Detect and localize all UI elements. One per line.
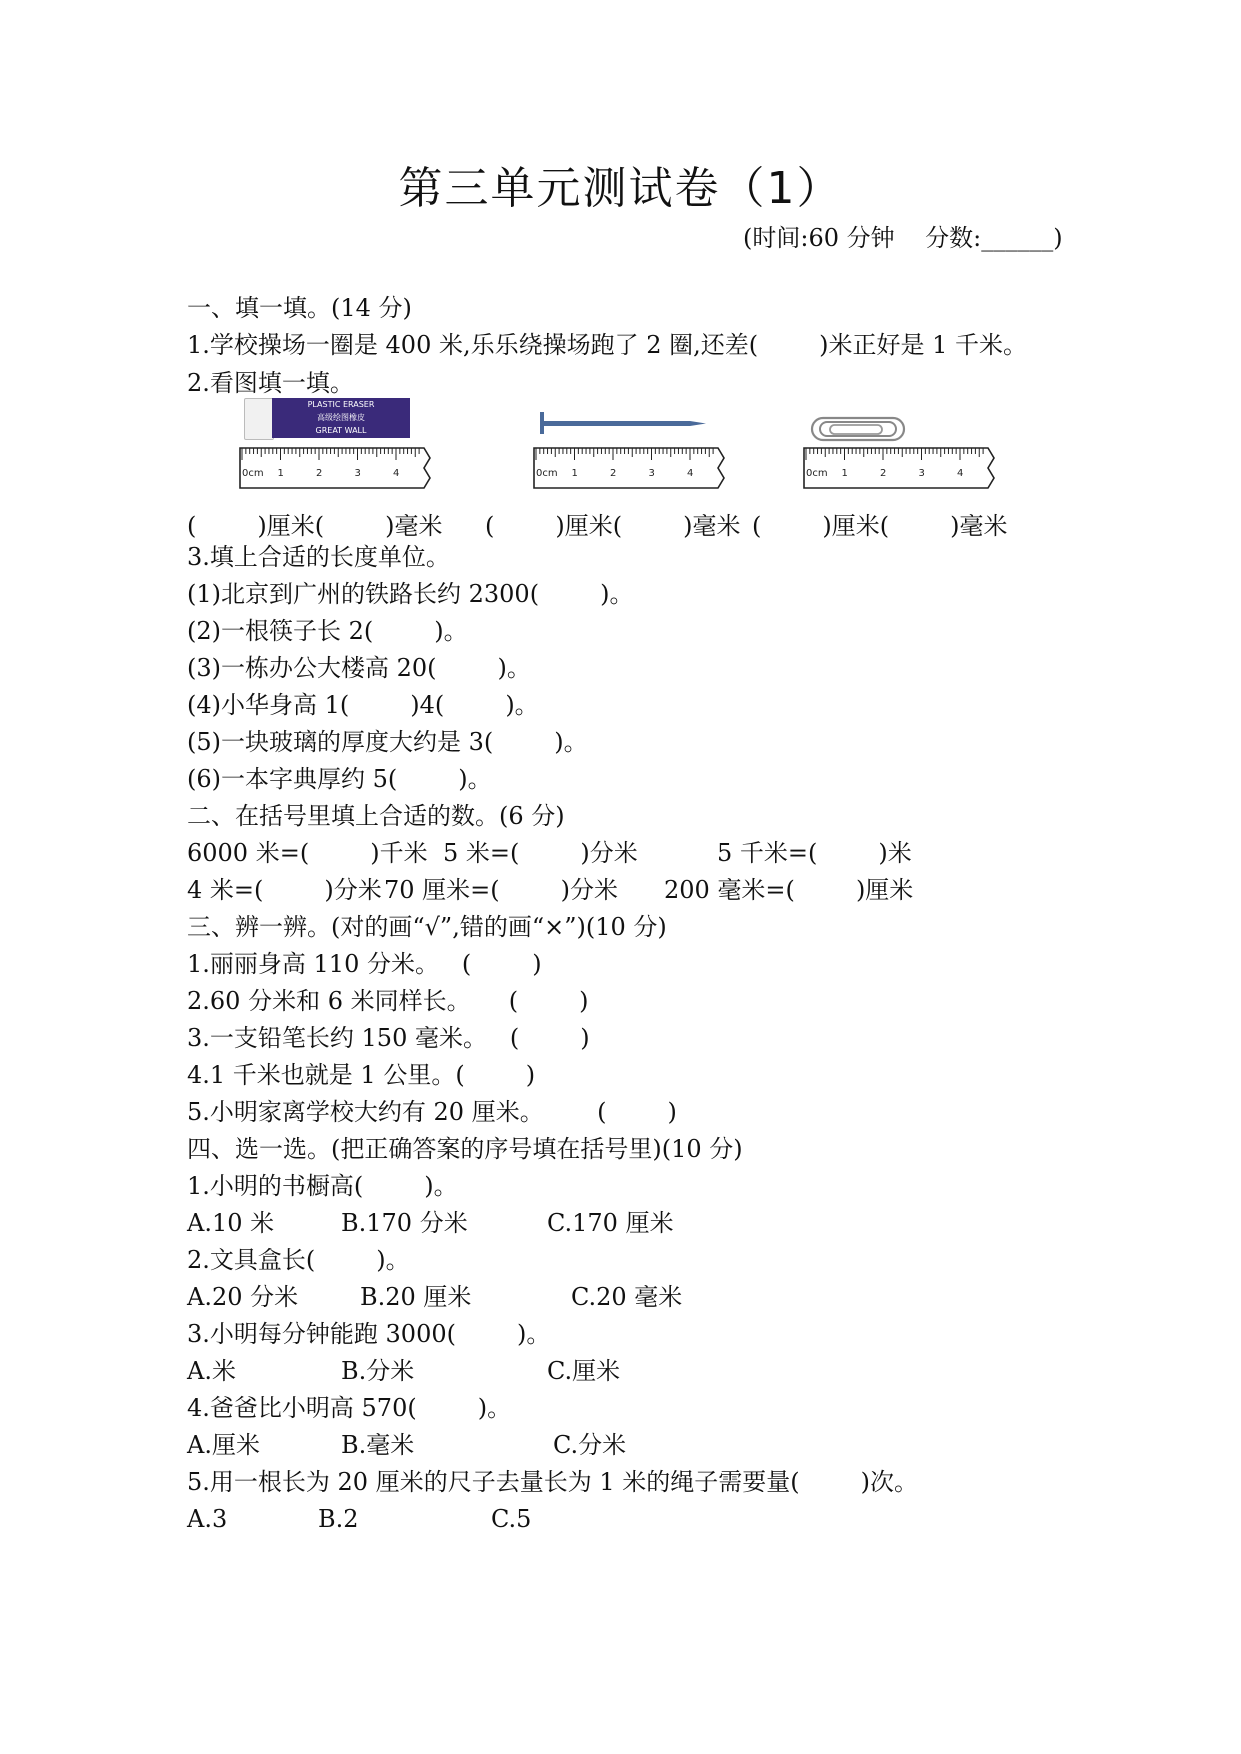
choice-option: A.10 米 [187,1209,275,1237]
eraser-subtitle-text: 高级绘图橡皮 [317,413,365,422]
section2-heading: 二、在括号里填上合适的数。(6 分) [187,802,565,830]
conversion-item: 6000 米=( )千米 [187,839,428,867]
choice-question: 2.文具盒长( )。 [187,1246,410,1274]
section4-heading: 四、选一选。(把正确答案的序号填在括号里)(10 分) [187,1135,743,1163]
q3-item: (4)小华身高 1( )4( )。 [187,691,539,719]
ruler-label: 2 [610,468,617,479]
answer-paperclip: ( )厘米( )毫米 [752,512,1008,540]
ruler-label: 0cm [536,468,558,479]
choice-question: 4.爸爸比小明高 570( )。 [187,1394,512,1422]
ruler-figure-nail [530,398,730,498]
q3-item: (6)一本字典厚约 5( )。 [187,765,492,793]
conversion-item: 200 毫米=( )厘米 [664,876,914,904]
choice-option: C.5 [491,1505,532,1533]
ruler-label: 0cm [242,468,264,479]
judge-item: 2.60 分米和 6 米同样长。 ( ) [187,987,589,1015]
section1-heading: 一、填一填。(14 分) [187,294,412,322]
choice-option: B.20 厘米 [360,1283,472,1311]
q3-item: (2)一根筷子长 2( )。 [187,617,468,645]
question-1-2: 2.看图填一填。 [187,369,354,397]
choice-option: B.170 分米 [341,1209,468,1237]
q3-item: (3)一栋办公大楼高 20( )。 [187,654,531,682]
ruler-label: 1 [571,468,578,479]
ruler-figure-paperclip [800,398,1000,498]
ruler-label: 4 [393,468,400,479]
ruler [530,446,730,492]
choice-question: 1.小明的书橱高( )。 [187,1172,458,1200]
eraser-brand-text: PLASTIC ERASER [307,400,375,409]
choice-option: A.20 分米 [187,1283,299,1311]
answer-eraser: ( )厘米( )毫米 [187,512,443,540]
question-1-3: 3.填上合适的长度单位。 [187,543,450,571]
judge-item: 4.1 千米也就是 1 公里。( ) [187,1061,536,1089]
judge-item: 1.丽丽身高 110 分米。 ( ) [187,950,542,978]
ruler-label: 2 [880,468,887,479]
ruler-label: 3 [918,468,925,479]
ruler-figure-eraser [236,398,436,498]
choice-option: C.厘米 [547,1357,621,1385]
ruler-label: 3 [354,468,361,479]
section3-heading: 三、辨一辨。(对的画“√”,错的画“×”)(10 分) [187,913,667,941]
ruler-label: 4 [687,468,694,479]
ruler-label: 3 [648,468,655,479]
ruler [236,446,436,492]
choice-option: B.毫米 [341,1431,415,1459]
ruler [800,446,1000,492]
ruler-label: 1 [277,468,284,479]
choice-question: 5.用一根长为 20 厘米的尺子去量长为 1 米的绳子需要量( )次。 [187,1468,918,1496]
conversion-item: 70 厘米=( )分米 [384,876,619,904]
conversion-item: 5 米=( )分米 [443,839,638,867]
paperclip-image [800,398,1000,442]
eraser-image [244,398,412,438]
eraser-maker-text: GREAT WALL [315,426,367,435]
q3-item: (5)一块玻璃的厚度大约是 3( )。 [187,728,588,756]
question-1-1: 1.学校操场一圈是 400 米,乐乐绕操场跑了 2 圈,还差( )米正好是 1 千米。 [187,331,1028,359]
conversion-item: 4 米=( )分米 [187,876,382,904]
judge-item: 3.一支铅笔长约 150 毫米。 ( ) [187,1024,590,1052]
page-title: 第三单元测试卷（1） [398,163,843,214]
choice-question: 3.小明每分钟能跑 3000( )。 [187,1320,551,1348]
choice-option: A.米 [187,1357,236,1385]
choice-option: A.3 [187,1505,228,1533]
time-score-line: (时间:60 分钟 分数:______) [743,224,1063,252]
ruler-label: 1 [841,468,848,479]
q3-item: (1)北京到广州的铁路长约 2300( )。 [187,580,634,608]
ruler-label: 4 [957,468,964,479]
choice-option: A.厘米 [187,1431,260,1459]
choice-option: C.20 毫米 [571,1283,683,1311]
ruler-label: 2 [316,468,323,479]
choice-option: B.分米 [341,1357,415,1385]
conversion-item: 5 千米=( )米 [717,839,912,867]
ruler-label: 0cm [806,468,828,479]
judge-item: 5.小明家离学校大约有 20 厘米。 ( ) [187,1098,677,1126]
choice-option: C.170 厘米 [547,1209,674,1237]
choice-option: B.2 [318,1505,359,1533]
choice-option: C.分米 [553,1431,627,1459]
nail-image [530,398,730,442]
answer-nail: ( )厘米( )毫米 [485,512,741,540]
